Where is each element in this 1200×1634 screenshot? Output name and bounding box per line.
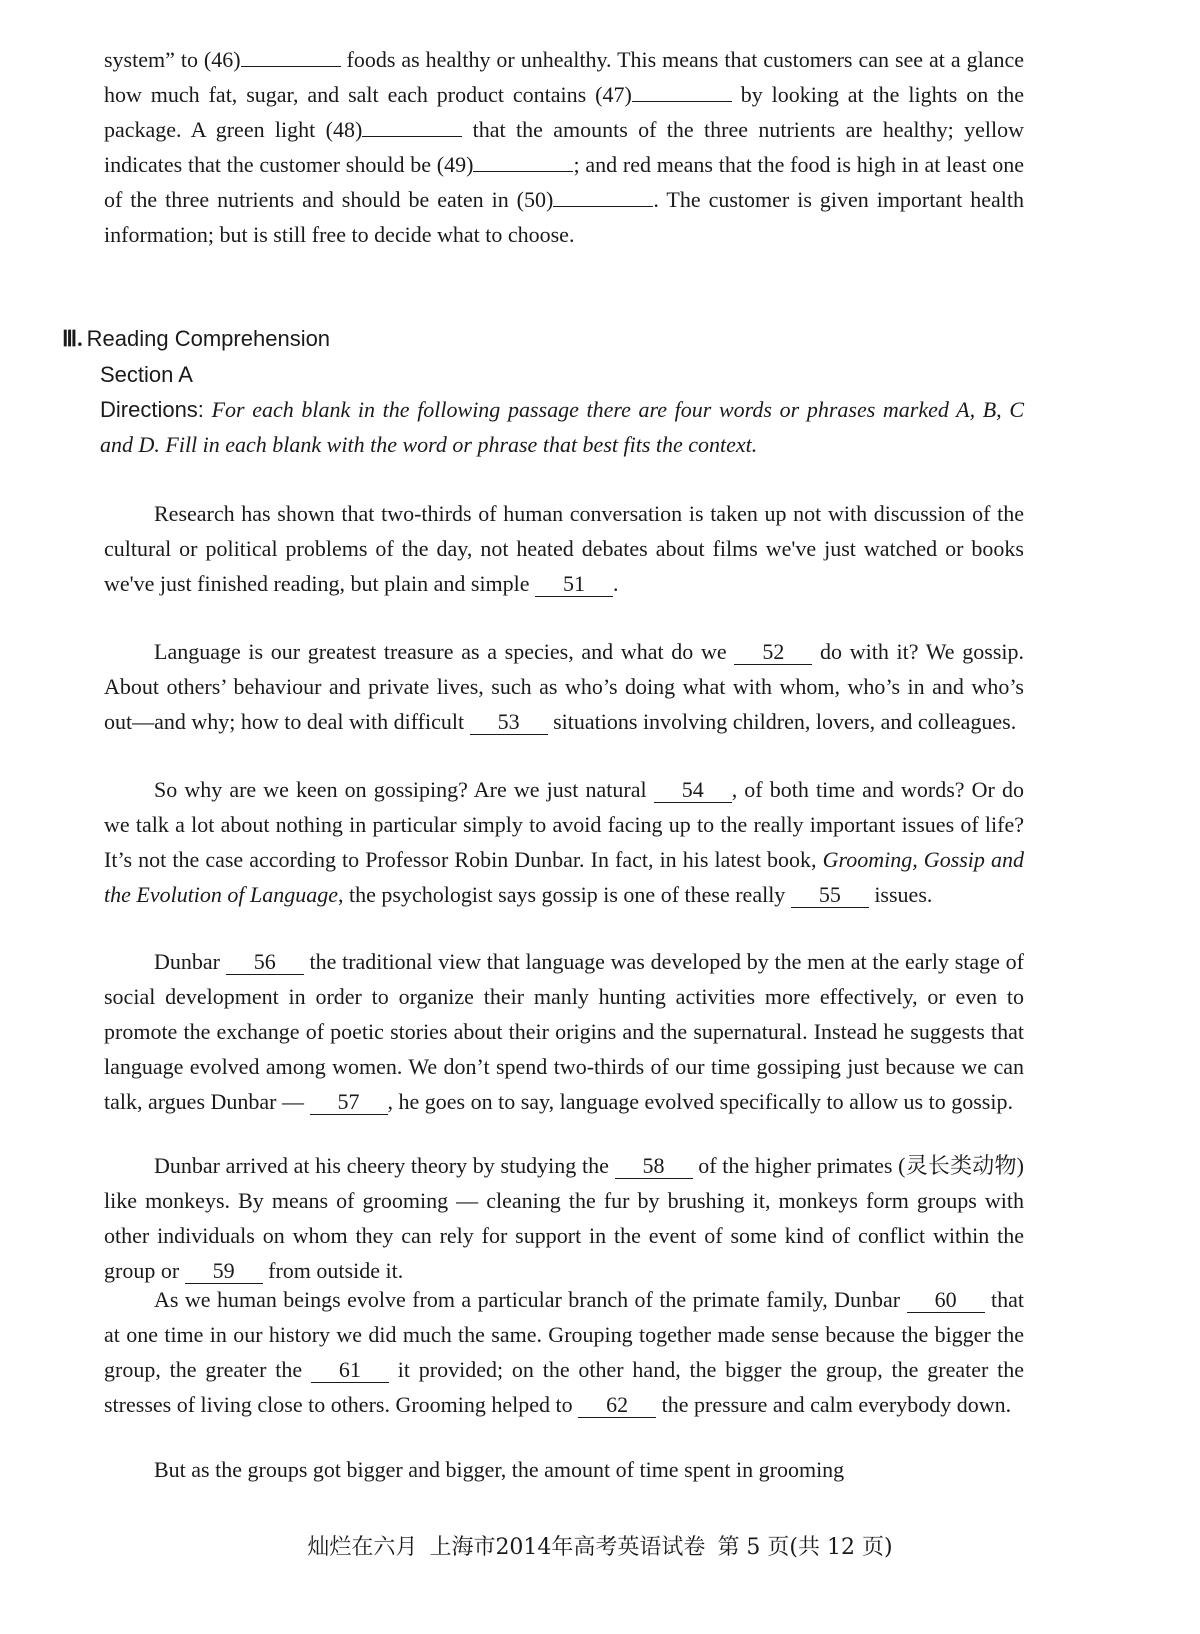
blank-48[interactable] xyxy=(362,136,462,137)
footer-exam-title: 上海市2014年高考英语试卷 xyxy=(429,1535,706,1560)
blank-50[interactable] xyxy=(553,206,653,207)
paragraph-4: Dunbar 56 the traditional view that language was developed by the men at the early stage of social development in order to organize their manly hunting activities more effectively, or even to promote the exchange of poetic stories about their origins and the supernatural. Instead he suggests that language evolved among women. We don’t spend two-thirds of our time gossiping just because we can talk, argues Dunbar — 57 , he goes on to say, language evolved specifically to allow us to gossip. xyxy=(104,949,1024,1114)
paragraph-1: Research has shown that two-thirds of human conversation is taken up not with discussion of the cultural or political problems of the day, not heated debates about films we've just watched or books we've just finished reading, but plain and simple 51 . xyxy=(104,501,1024,596)
blank-57[interactable]: 57 xyxy=(310,1090,388,1115)
blank-56[interactable]: 56 xyxy=(226,950,304,975)
blank-61[interactable]: 61 xyxy=(311,1358,389,1383)
paragraph-2: Language is our greatest treasure as a species, and what do we 52 do with it? We gossip. About others’ behaviour and private lives, such as who’s doing what with whom, who’s in and who’s out—and why; how to deal with difficult 53 situations involving children, lovers, and colleagues. xyxy=(104,639,1024,734)
section-number: Ⅲ. xyxy=(62,326,83,351)
section-subtitle: Section A xyxy=(100,362,193,387)
blank-58[interactable]: 58 xyxy=(615,1154,693,1179)
paragraph-3: So why are we keen on gossiping? Are we just natural 54 , of both time and words? Or do we talk a lot about nothing in particular simply to avoid facing up to the really important issues of life? It’s not the case according to Professor Robin Dunbar. In fact, in his latest book, Grooming, Gossip and the Evolution of Language, the psychologist says gossip is one of these really 55 issues. xyxy=(104,777,1024,907)
blank-55[interactable]: 55 xyxy=(791,883,869,908)
section-title: Reading Comprehension xyxy=(86,326,331,351)
blank-59[interactable]: 59 xyxy=(185,1259,263,1284)
footer-page-number: 第 5 页(共 12 页) xyxy=(717,1535,893,1560)
blank-49[interactable] xyxy=(473,171,573,172)
page-footer xyxy=(0,1530,1200,1561)
blank-52[interactable]: 52 xyxy=(734,640,812,665)
blank-60[interactable]: 60 xyxy=(907,1288,985,1313)
blank-53[interactable]: 53 xyxy=(470,710,548,735)
passage-top: system” to (46) foods as healthy or unhealthy. This means that customers can see at a glance how much fat, sugar, and salt each product contains (47) by looking at the lights on the package. A green light (48) that the amounts of the three nutrients are healthy; yellow indicates that the customer should be (49) ; and red means that the food is high in at least one of the three nutrients and should be eaten in (50) . The customer is given important health information; but is still free to decide what to choose. xyxy=(104,47,1024,247)
paragraph-7: But as the groups got bigger and bigger, the amount of time spent in grooming xyxy=(154,1457,845,1482)
blank-54[interactable]: 54 xyxy=(654,778,732,803)
directions xyxy=(100,392,1024,462)
blank-51[interactable]: 51 xyxy=(535,572,613,597)
paragraph-5: Dunbar arrived at his cheery theory by studying the 58 of the higher primates (灵长类动物) like monkeys. By means of grooming — cleaning the fur by brushing it, monkeys form groups with other individuals on whom they can rely for support in the event of some kind of conflict within the group or 59 from outside it. xyxy=(104,1153,1024,1283)
blank-62[interactable]: 62 xyxy=(578,1393,656,1418)
directions-label: Directions: xyxy=(100,397,204,422)
blank-46[interactable] xyxy=(241,66,341,67)
book-title: Grooming, Gossip and the Evolution of Language xyxy=(104,847,1024,907)
paragraph-6: As we human beings evolve from a particular branch of the primate family, Dunbar 60 that at one time in our history we did much the same. Grouping together made sense because the bigger the group, the greater the 61 it provided; on the other hand, the bigger the group, the greater the stresses of living close to others. Grooming helped to 62 the pressure and calm everybody down. xyxy=(104,1287,1024,1417)
footer-slogan: 灿烂在六月 xyxy=(307,1535,418,1560)
blank-47[interactable] xyxy=(632,101,732,102)
directions-text: For each blank in the following passage there are four words or phrases marked A, B, C and D. Fill in each blank with the word or phrase that best fits the context. xyxy=(100,397,1024,457)
section-heading xyxy=(62,326,330,352)
